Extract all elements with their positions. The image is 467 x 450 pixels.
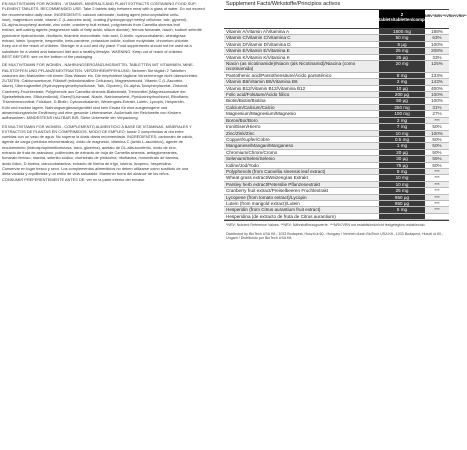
nutrient-name: Hesperidina (de extracto de fruta de Citrus aurantium) xyxy=(226,213,336,219)
text-block xyxy=(0,61,222,122)
nutrient-amount: 5 µg xyxy=(379,42,425,47)
text-line: comidas con un vaso de agua. No superar la dosis diaria recomendada. INGREDIENTES: carbonato de calcio, xyxy=(2,134,194,140)
nutrient-name: Hesperidin (from Citrus aurantium fruit extract) xyxy=(226,207,321,213)
daily-dose-header: 2 tablets/tabletten/comprimidos xyxy=(379,10,425,28)
text-line: ácido fólico, D-biotina, cianocobalamina, extracto de hierba de trigo, luteína, licopeno, hesperidina. xyxy=(2,160,172,166)
text-line: DE MULTIVITAMIN FOR WOMEN - NAHRUNGSERGÄNZUNGSMITTEL TABLETTEN MIT VITAMINEN, MINE- xyxy=(2,62,195,68)
nutrient-nrv: 27% xyxy=(432,111,442,117)
nutrient-name: Vitamin B6/Vitamin B6/Vitamina B6 xyxy=(226,79,298,85)
nutrient-name: Wheat grass extract/Weizengras Extrakt xyxy=(226,175,308,181)
nutrient-amount: 200 µg xyxy=(379,92,425,97)
nutrient-amount: 1500 mg xyxy=(379,29,425,34)
nutrient-amount: 250 mg xyxy=(379,105,425,110)
nutrient-nrv: 33% xyxy=(432,54,442,60)
text-line: DL-alpha-tocopheryl acetate, zinc oxide, cranberry fruit extract, polyphenols from Camellia sinensis leaf xyxy=(2,22,180,28)
nutrient-amount: 20 µg xyxy=(379,150,425,155)
text-line: CONSUMIR PREFERENTEMENTE ANTES DE: ver en la parte inferior del envase. xyxy=(2,176,146,182)
nutrient-nrv: *** xyxy=(434,181,440,187)
nutrient-name: Vitamin D/Vitamin D/Vitamina D xyxy=(226,41,291,47)
text-line: extracto de fruta de arándano, polifenoles de extracto de hoja de Camellia sinensis, antiaglomerantes, xyxy=(2,150,178,156)
nutrient-name: Vitamin E/Vitamin E/Vitamina E xyxy=(226,48,290,54)
text-line: Conservar en lugar fresco y seco. Los complementos alimenticios no deben utilizarse como sustituto de una xyxy=(2,165,189,171)
nutrient-nrv: 100% xyxy=(431,92,443,98)
text-line: lose), magnesium oxide, vitamin C (L-ascorbic acid), coating (hydroxypropyl methyl cellulose, talc, glycerol), xyxy=(2,16,188,22)
nutrient-nrv: *** xyxy=(434,168,440,174)
nutrient-nrv: 133% xyxy=(431,72,443,78)
nutrient-amount xyxy=(379,214,425,219)
nutrient-name: Biotin/Biotin/Biotina xyxy=(226,98,266,104)
text-line: extract, lutein, lycopene, hesperidin, beta-carotene, potassium iodide, sodium molybdate, chromium chloride. xyxy=(2,38,190,44)
nutrient-amount: 10 mg xyxy=(379,131,425,136)
nutrient-amount: 20 mg xyxy=(379,61,425,72)
nrv-header: NRV*/NRV**/VRN*/VRN** xyxy=(425,14,467,18)
nutrient-name: Parsley herb extract/Petersilie Pflanzenextrakt xyxy=(226,181,320,187)
text-line: Kühl und trocken lagern. Nahrungsergänzungsmittel sind kein Ersatz für eine ausgewogene und xyxy=(2,104,168,110)
text-line: abwechslungsreiche Ernährung und eine gesunde Lebensweise. Außerhalb der Reichweite von Kindern xyxy=(2,109,181,115)
nutrient-name: Calcium/Calcium/Calcio xyxy=(226,104,275,110)
text-line: EN MULTIVITAMIN FOR WOMEN - VITAMINS, MINERALS AND PLANT EXTRACTS CONTAINING FOOD SUP- xyxy=(2,1,198,6)
text-line: RALSTOFFEN UND PFLANZENEXTRAKTEN. VERZEHREMPFEHLUNG: Nehmen Sie täglich 2 Tabletten xyxy=(2,67,186,73)
nutrient-amount: 5 mg xyxy=(379,207,425,212)
nutrient-amount: 75 µg xyxy=(379,163,425,168)
nutrient-name: Chromium/Chrom/Cromo xyxy=(226,149,278,155)
nutrient-name: Magnesium/Magnesium/Magnesio xyxy=(226,111,296,117)
nutrient-name: Selenium/Selen/Selenio xyxy=(226,156,275,162)
nutrient-name: Vitamin B12/Vitamin B12/Vitamina B12 xyxy=(226,85,306,91)
table-row xyxy=(224,61,449,73)
nutrient-amount: 25 µg xyxy=(379,55,425,60)
supplement-facts-table xyxy=(224,0,467,450)
text-line: BEST BEFORE: see on the bottom of the packaging. xyxy=(2,53,94,59)
text-line: PLEMENT TABLETS. RECOMMENDED USE: Take 2 tablets daily between meal with a glass of water. Do not exceed xyxy=(2,6,205,12)
table-header xyxy=(224,10,467,29)
text-line: EXTRACTOS DE PLANTAS EN COMPRIMIDOS. MODO DE EMPLEO: tomar 2 comprimidos al día entre xyxy=(2,128,184,134)
text-line: ES MULTIVITAMIN FOR WOMEN - COMPLEMENTO ALIMENTICIO A BASE DE VITAMINAS, MINERALES Y xyxy=(2,123,192,129)
nutrient-amount: 50 µg xyxy=(379,98,425,103)
table-footnote: *NRV: Nutrient Reference Values. **NRV: Nährstoffbezugswerte. ***NRV/VRN not established/nicht festgelegt/no establecido. xyxy=(224,220,449,230)
nutrient-nrv: 208% xyxy=(431,48,443,54)
nutrient-nrv: 400% xyxy=(431,85,443,91)
nutrient-nrv: *** xyxy=(434,188,440,194)
nutrient-nrv: 50% xyxy=(432,149,442,155)
nutrient-amount: 9 mg xyxy=(379,169,425,174)
nutrient-amount: 2 mg xyxy=(379,79,425,84)
nutrient-name: Pantothenic acid/Pantothensäure/Ácido pantoténico xyxy=(226,72,332,78)
nutrient-name: Vitamin C/Vitamin C/Vitamina C xyxy=(226,35,291,41)
nutrient-name: Iron/Eisen/Hierro xyxy=(226,124,261,130)
text-line: substitute for a varied and balanced diet and a healthy lifestyle. WARNING: Keep out of reach of children. xyxy=(2,48,184,54)
nutrient-nrv: 188% xyxy=(431,29,443,34)
text-line: pyridoxine hydrochloride, riboflavin, thiamine mononitrate, folic acid, D-biotin, cyanocobalamin, wheatgrass xyxy=(2,32,186,38)
text-line: aufbewahren. MINDESTENS HALTBAR BIS: Siehe Unterseite der Verpackung. xyxy=(2,115,139,121)
nutrient-nrv xyxy=(425,214,449,219)
nutrient-name: Iodine/Jod/Yodo xyxy=(226,162,259,168)
nutrient-nrv: *** xyxy=(434,175,440,181)
nutrient-amount: 950 µg xyxy=(379,201,425,206)
nutrient-amount: 7 mg xyxy=(379,124,425,129)
nutrient-name: Vitamin A/Vitamin A/Vitamina A xyxy=(226,29,290,34)
nutrient-amount: 0.5 mg xyxy=(379,137,425,142)
nutrient-name: Niacin (as nicotinamide)/Niacin (als Nicotinamid)/Niacina (como nicotinamida) xyxy=(226,61,356,72)
text-line: extract, anti-caking agents (magnesium salts of fatty acids, silicon dioxide), ferrous fumarate, niacin, sodium selenite xyxy=(2,27,202,33)
nutrient-amount: 100 mg xyxy=(379,111,425,116)
nutrient-amount: 25 mg xyxy=(379,188,425,193)
nutrient-nrv: 50% xyxy=(432,124,442,130)
nutrient-amount: 2 mg xyxy=(379,118,425,123)
text-block xyxy=(0,0,222,61)
nutrient-nrv: *** xyxy=(434,200,440,206)
nutrient-name: Lutein (from marigold extract)/Lutein xyxy=(226,200,300,206)
nutrient-nrv: 63% xyxy=(432,35,442,41)
nutrient-nrv: 50% xyxy=(432,136,442,142)
text-line: zwischen den Mahlzeiten mit einem Glas Wasser ein. Die empfohlene tägliche Verzehrmenge nicht überschreiten. xyxy=(2,72,199,78)
text-block xyxy=(0,123,222,184)
nutrient-name: Lycopene (from tomato extract)/Lycopin xyxy=(226,194,307,200)
nutrient-amount: 10 mg xyxy=(379,175,425,180)
text-line: Keep out of the reach of children. Storage: in a cool and dry place. Food supplements should not be used as a xyxy=(2,43,192,49)
nutrient-nrv: 50% xyxy=(432,143,442,149)
text-line: recubrimiento (hidroxipropilmetilcelulosa, talco, glicerina), acetato de DL-alfa-tocoferilo, óxido de zinc, xyxy=(2,144,177,150)
nutrient-amount: 950 µg xyxy=(379,195,425,200)
nutrient-name: Vitamin K/Vitamin K/Vitamina K xyxy=(226,54,290,60)
nutrient-nrv: 100% xyxy=(431,41,443,47)
ingredients-text-column xyxy=(0,0,222,450)
nutrient-nrv: *** xyxy=(434,117,440,123)
nutrient-name: Manganese/Mangan/Manganeso xyxy=(226,143,294,149)
nutrient-nrv: 50% xyxy=(432,162,442,168)
nutrient-amount: 30 µg xyxy=(379,156,425,161)
text-line: agente de carga (celulosa microcristalina), óxido de magnesio, vitamina C (ácido L-ascórbico), agente de xyxy=(2,139,184,145)
nutrient-nrv: 125% xyxy=(431,61,443,67)
nutrient-name: Zinc/Zink/Zinc xyxy=(226,130,255,136)
nutrient-amount: 50 mg xyxy=(379,35,425,40)
nutrient-nrv: 143% xyxy=(431,79,443,85)
nutrient-nrv: 55% xyxy=(432,156,442,162)
text-line: säure), Überzugsmittel (Hydroxypropylmethylcellulose, Talk, Glycerin), DL-alpha-Tocopherylacetat, Zinkoxid, xyxy=(2,83,189,89)
table-body xyxy=(224,29,449,220)
nutrient-amount: 8 mg xyxy=(379,73,425,78)
nutrient-name: Folic acid/Folsäure/Ácido fólico xyxy=(226,92,290,98)
nutrient-nrv: 100% xyxy=(431,98,443,104)
header-spacer xyxy=(224,10,379,28)
nutrient-name: Boron/Bor/Boro xyxy=(226,117,258,123)
text-line: the recommended daily dose. INGREDIENTS: calcium carbonate, bulking agent (microcrystalline cellu- xyxy=(2,11,180,17)
nutrient-amount: 1 mg xyxy=(379,143,425,148)
table-title: Supplement Facts/Wirkstoffe/Principios activos xyxy=(224,0,449,10)
text-line: Cranberry-Fruchtextrakt, Polyphenole aus Camellia sinensis Blattextrakt, Trennmittel (Magnesiumsalze der xyxy=(2,88,186,94)
text-line: fumarato ferroso, niacina, selenito sódico, clorhidrato de piridoxina, riboflavina, mononitrato de tiamina, xyxy=(2,155,180,161)
text-line: ZUTATEN: Calciumcarbonat, Füllstoff (mikrokristalline Cellulose), Magnesiumoxid, Vitamin C (L-Ascorbin- xyxy=(2,78,184,84)
nutrient-nrv: *** xyxy=(434,207,440,213)
nutrient-name: Cranberry fruit extract/Preiselbeeren Fruchtextrakt xyxy=(226,188,329,194)
nutrient-amount: 10 µg xyxy=(379,86,425,91)
nutrient-amount: 25 mg xyxy=(379,48,425,53)
distributor-text: Distributed by BioTech USA Kft., 1033 Budapest, Huszti út 60., Hungary / Vertrieb durch BioTech USA Kft., 1033 Budapest, Huszti út 60., Ungarn / Distribuido por BioTech USA Kft. xyxy=(226,231,443,241)
nutrient-name: Polyphenols (from Camellia sinensis leaf extract) xyxy=(226,168,326,174)
nutrient-nrv: 100% xyxy=(431,130,443,136)
nutrient-name: Copper/Kupfer/Cobre xyxy=(226,136,270,142)
nutrient-nrv: *** xyxy=(434,194,440,200)
text-line: Thiaminmononitrat, Folsäure, D-Biotin, Cyanocobalamin, Weizengras-Extrakt, Lutein, Lycopin, Hesperidin. xyxy=(2,99,185,105)
nutrient-nrv: 31% xyxy=(432,104,442,110)
text-line: dieta variada y equilibrada y un estilo de vida saludable. Mantener fuera del alcance de los niños. xyxy=(2,171,170,177)
nutrient-amount: 10 mg xyxy=(379,182,425,187)
text-line: Speisefettsäuren, Siliciumdioxid), Eisen(II)-fumarat, Niacin, Natriumselenit, Pyridoxinhydrochlorid, Riboflavin, xyxy=(2,94,190,100)
